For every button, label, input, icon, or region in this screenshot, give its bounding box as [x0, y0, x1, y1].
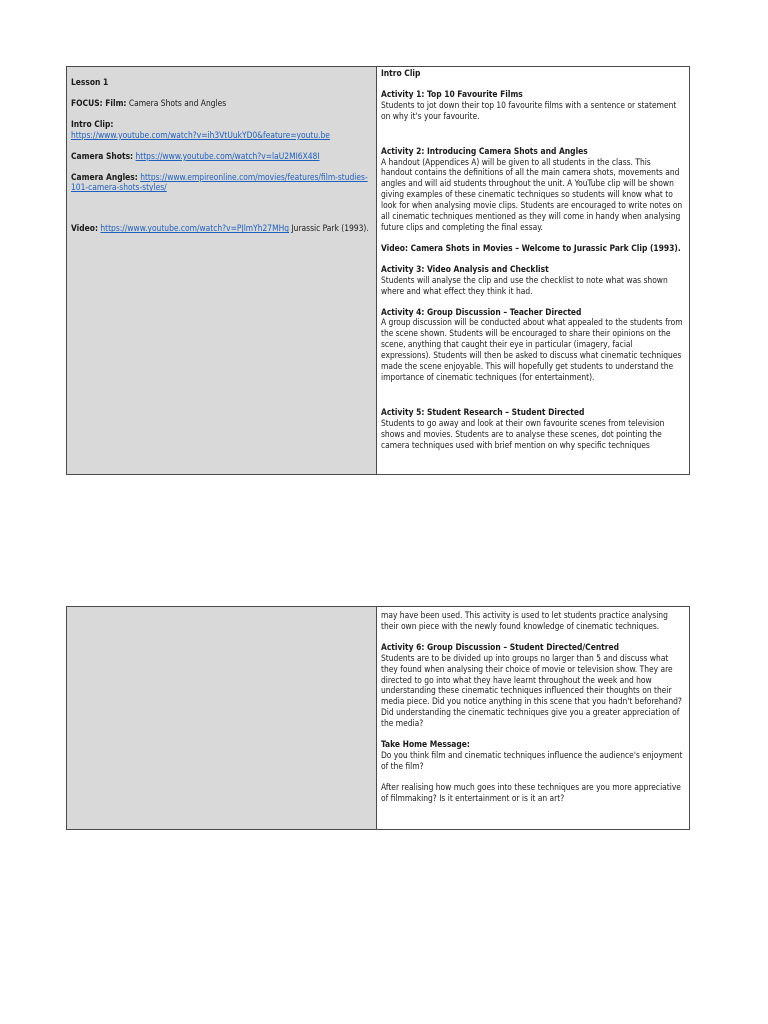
intro-clip-heading: Intro Clip — [381, 68, 421, 78]
take-home-text: Do you think film and cinematic techniques influence the audience's enjoyment of the film? — [381, 749, 683, 771]
lesson-info-cell-continued — [67, 607, 377, 829]
activity-1-title: Activity 1: Top 10 Favourite Films — [381, 88, 523, 99]
activity-6-title: Activity 6: Group Discussion – Student Directed/Centred — [381, 641, 620, 652]
activity-4-title: Activity 4: Group Discussion – Teacher Directed — [381, 306, 582, 317]
closing-question-text: After realising how much goes into these techniques are you more appreciative of filmmaking? Is it entertainment or is it an art? — [381, 781, 681, 803]
camera-angles-link[interactable]: https://www.empireonline.com/movies/features/film-studies-101-camera-shots-styles/ — [71, 171, 368, 193]
lesson-info-cell — [67, 67, 377, 474]
focus-label: FOCUS: Film: — [71, 97, 127, 108]
activity-5-title: Activity 5: Student Research – Student Directed — [381, 406, 585, 417]
video-label: Video: — [71, 223, 98, 234]
focus-value: Camera Shots and Angles — [126, 97, 227, 108]
video-title: Video: Camera Shots in Movies – Welcome to Jurassic Park Clip (1993). — [381, 242, 681, 253]
lesson-plan-cell — [377, 67, 689, 474]
camera-shots-link[interactable]: https://www.youtube.com/watch?v=laU2MI6X48I — [135, 150, 320, 161]
lesson-table-part-1 — [66, 66, 690, 475]
intro-clip-link[interactable]: https://www.youtube.com/watch?v=ih3VtUukYD0&feature=youtu.be — [71, 129, 330, 140]
lesson-plan-cell-continued — [377, 607, 689, 829]
lesson-table-part-2 — [66, 606, 690, 830]
activity-5-text: Students to go away and look at their own favourite scenes from television shows and movies. Students are to analyse these scenes, dot pointing the camera techniques used with brief mention on why specific techniques — [381, 417, 665, 450]
activity-4-text: A group discussion will be conducted about what appealed to the students from the scene shown. Students will be encouraged to share their opinions on the scene, anything that caught their eye in particular (imagery, facial expressions). Students will then be asked to discuss what cinematic techniques made the scene enjoyable. This will hopefully get students to understand the importance of cinematic techniques (for entertainment). — [381, 317, 683, 382]
intro-clip-label: Intro Clip: — [71, 118, 114, 129]
video-link[interactable]: https://www.youtube.com/watch?v=PJlmYh27MHg — [100, 223, 290, 234]
camera-angles-label: Camera Angles: — [71, 171, 138, 182]
lesson-title: Lesson 1 — [71, 77, 109, 87]
activity-3-text: Students will analyse the clip and use the checklist to note what was shown where and what effect they think it had. — [381, 274, 668, 296]
activity-2-text: A handout (Appendices A) will be given to all students in the class. This handout contains the definitions of all the main camera shots, movements and angles and will aid students throughout the unit. A YouTube clip will be shown giving examples of these cinematic techniques so students will know what to look for when analysing movie clips. Students are encouraged to write notes on all cinematic techniques mentioned as they will come in handy when analysing future clips and completing the final essay. — [381, 156, 683, 232]
camera-shots-label: Camera Shots: — [71, 150, 134, 161]
activity-1-text: Students to jot down their top 10 favourite films with a sentence or statement on why it's your favourite. — [381, 99, 677, 121]
video-suffix: Jurassic Park (1993). — [289, 223, 369, 234]
take-home-title: Take Home Message: — [381, 739, 470, 750]
activity-5-continued-text: may have been used. This activity is used to let students practice analysing their own piece with the newly found knowledge of cinematic techniques. — [381, 610, 668, 631]
activity-2-title: Activity 2: Introducing Camera Shots and Angles — [381, 145, 588, 156]
activity-6-text: Students are to be divided up into groups no larger than 5 and discuss what they found when analysing their choice of movie or television show. They are directed to go into what they have learnt throughout the week and how understanding these cinematic techniques influenced their thoughts on their media piece. Did you notice anything in this scene that you hadn't beforehand? Did understanding the cinematic techniques give you a greater appreciation of the media? — [381, 652, 682, 729]
activity-3-title: Activity 3: Video Analysis and Checklist — [381, 263, 549, 274]
